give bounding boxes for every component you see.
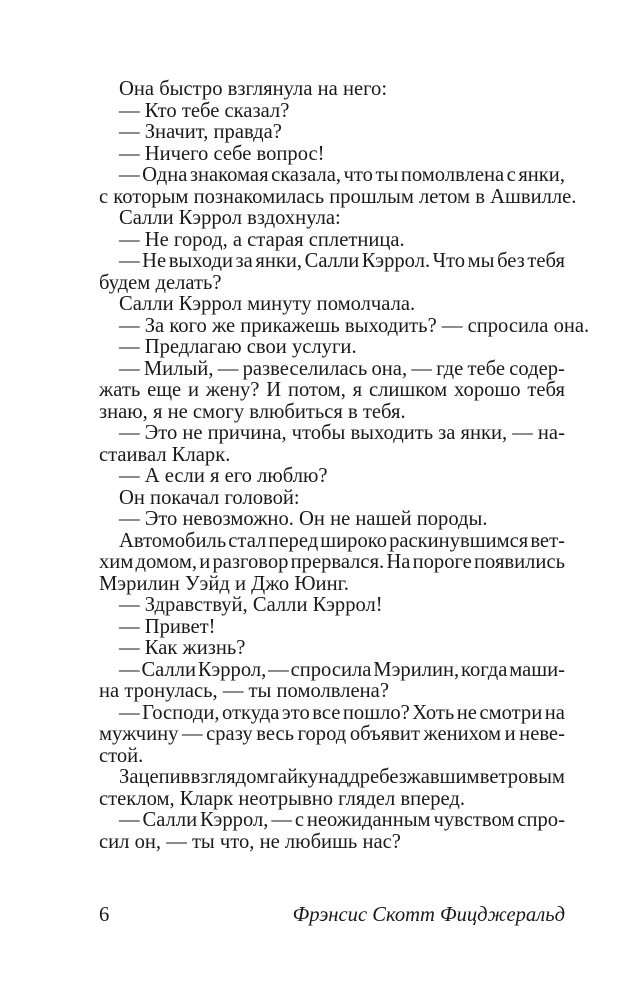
text-line: — За кого же прикажешь выходить? — спросила она. [119,314,590,337]
text-line: — Значит, правда? [119,121,282,143]
text-line: — Одна знакомая сказала, что ты помолвлена с янки, [119,164,565,186]
text-line: — Предлагаю свои услуги. [119,336,357,358]
page-number: 6 [99,904,110,926]
text-line: Салли Кэррол минуту помолчала. [119,293,416,315]
text-line: Салли Кэррол вздохнула: [119,207,341,229]
text-line: — Привет! [119,615,216,638]
text-line: — Ничего себе вопрос! [119,142,325,165]
text-line: будем делать? [99,271,222,294]
text-line: стой. [99,744,144,767]
text-line: стаивал Кларк. [99,443,231,466]
text-line: хим домом, и разговор прервался. На пороге появились [99,551,565,573]
text-line: — Милый, — развеселилась она, — где тебе содер- [119,357,565,380]
text-line: — Господи, откуда это все пошло? Хоть не смотри на [119,701,565,724]
text-line: Она быстро взглянула на него: [119,78,388,100]
text-line: знаю, я не смогу влюбиться в тебя. [99,400,406,423]
text-line: — Салли Кэррол, — спросила Мэрилин, когда маши- [119,658,565,681]
text-line: стеклом, Кларк неотрывно глядел вперед. [99,787,466,810]
text-line: — Здравствуй, Салли Кэррол! [119,594,383,616]
text-line: Автомобиль стал перед широко раскинувшимся вет- [119,529,565,552]
text-line: — Не город, а старая сплетница. [119,228,405,251]
text-line: — А если я его люблю? [119,465,328,487]
text-line: — Это невозможно. Он не нашей породы. [119,508,488,530]
text-line: сил он, — ты что, не любишь нас? [99,830,401,853]
text-line: Зацепив взглядом гайку над дребезжавшим ветровым [119,766,565,788]
text-line: — Не выходи за янки, Салли Кэррол. Что мы без тебя [119,250,565,272]
text-line: Мэрилин Уэйд и Джо Юинг. [99,572,349,595]
text-line: с которым познакомилась прошлым летом в Ашвилле. [99,185,577,208]
text-line: жать еще и жену? И потом, я слишком хорошо тебя [99,379,565,401]
text-line: на тронулась, — ты помолвлена? [99,680,389,702]
text-line: — Это не причина, чтобы выходить за янки, — на- [119,422,565,444]
text-line: — Кто тебе сказал? [119,99,290,122]
body-text [99,78,590,853]
text-line: — Как жизнь? [119,637,246,659]
page-footer [99,904,565,928]
text-line: мужчину — сразу весь город объявит женихом и неве- [99,723,565,745]
text-line: — Салли Кэррол, — с неожиданным чувством спро- [119,809,565,831]
running-title: Фрэнсис Скотт Фицджеральд [292,904,565,926]
text-line: Он покачал головой: [119,486,300,509]
